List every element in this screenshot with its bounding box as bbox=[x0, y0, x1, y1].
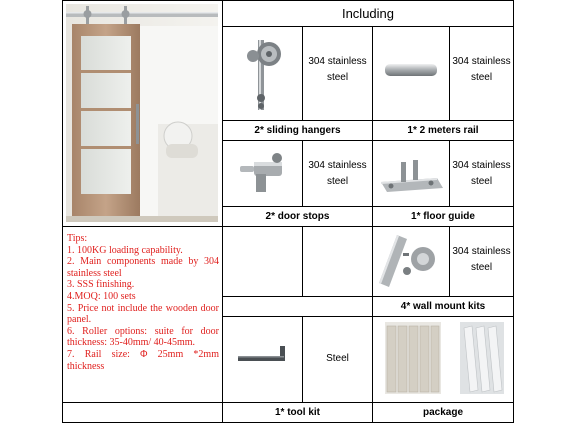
barn-door-photo bbox=[66, 4, 218, 222]
grid-line bbox=[513, 0, 514, 423]
item-caption: 2* door stops bbox=[265, 211, 330, 222]
tip-item: 3. SSS finishing. bbox=[67, 279, 135, 291]
grid-line bbox=[62, 226, 514, 227]
package-image-boxes bbox=[385, 322, 441, 394]
tip-item: 4.MOQ: 100 sets bbox=[67, 290, 136, 302]
item-caption: 2* sliding hangers bbox=[254, 125, 341, 136]
material-label: 304 stainless steel bbox=[308, 160, 367, 187]
item-caption: 4* wall mount kits bbox=[400, 301, 486, 312]
grid-line bbox=[222, 26, 514, 27]
door-stop-image bbox=[232, 148, 292, 196]
tip-item: 6. Roller options: suite for door thickness: 35-40mm/ 40-45mm. bbox=[67, 325, 219, 349]
grid-line bbox=[302, 226, 303, 296]
material-label: Steel bbox=[326, 353, 349, 364]
item-caption: 1* floor guide bbox=[411, 211, 475, 222]
floor-guide-image bbox=[377, 152, 445, 196]
item-caption: 1* 2 meters rail bbox=[407, 125, 479, 136]
grid-line bbox=[222, 316, 514, 317]
tip-item: 1. 100KG loading capability. bbox=[67, 244, 183, 256]
table-title: Including bbox=[341, 6, 395, 21]
grid-line bbox=[62, 422, 514, 423]
grid-line bbox=[222, 140, 514, 141]
material-label: 304 stainless steel bbox=[308, 56, 367, 83]
tip-item: 2. Main components made by 304 stainless steel bbox=[67, 256, 219, 279]
tips-list bbox=[67, 233, 219, 393]
wall-mount-kit-image bbox=[377, 231, 445, 291]
sliding-hanger-image bbox=[234, 34, 292, 114]
material-label: 304 stainless steel bbox=[452, 56, 511, 83]
tips-heading: Tips: bbox=[67, 233, 88, 244]
tool-kit-image bbox=[236, 342, 292, 372]
grid-line bbox=[62, 0, 63, 423]
rail-image bbox=[383, 58, 439, 82]
tip-item: 7. Rail size: Φ 25mm *2mm thickness bbox=[67, 348, 219, 372]
item-caption: package bbox=[422, 407, 464, 418]
material-label: 304 stainless steel bbox=[452, 246, 511, 273]
tip-item: 5. Price not include the wooden door panel. bbox=[67, 302, 219, 326]
material-label: 304 stainless steel bbox=[452, 160, 511, 187]
package-image-tubes bbox=[460, 322, 504, 394]
item-caption: 1* tool kit bbox=[274, 407, 320, 418]
